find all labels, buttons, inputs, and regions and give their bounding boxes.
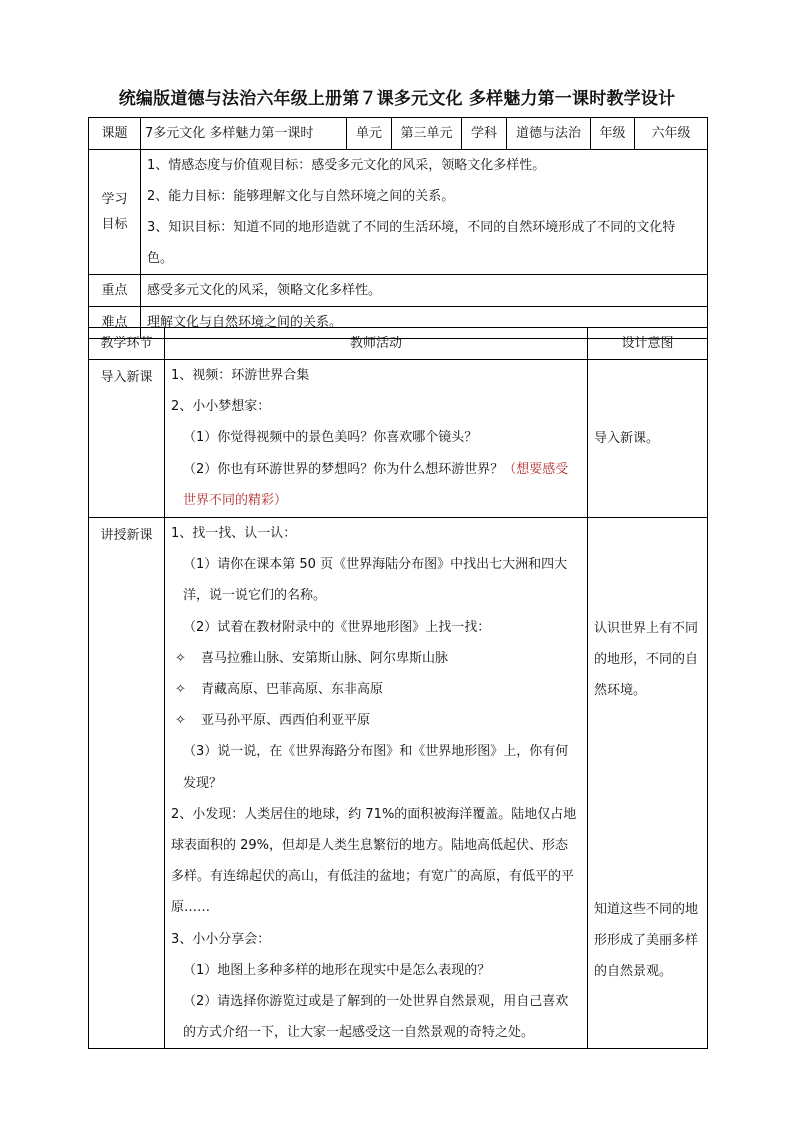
- teach-bullet: ✧ 亚马孙平原、西西伯利亚平原: [171, 705, 581, 736]
- diamond-bullet-icon: ✧: [175, 682, 186, 698]
- goals-label-text: 学习目标: [101, 192, 128, 232]
- difficulty-label: 难点: [89, 307, 141, 339]
- grade-label: 年级: [591, 118, 635, 150]
- intro-intent: 导入新课。: [588, 360, 708, 518]
- document-title: 统编版道德与法治六年级上册第７课多元文化 多样魅力第一课时教学设计: [118, 89, 676, 109]
- intro-line: （1）你觉得视频中的景色美吗？你喜欢哪个镜头？: [183, 430, 478, 446]
- teach-line: （3）说一说，在《世界海路分布图》和《世界地形图》上，你有何发现？: [183, 744, 569, 791]
- unit-label: 单元: [347, 118, 392, 150]
- teach-stage: 讲授新课: [89, 518, 165, 1049]
- process-table: [88, 327, 708, 1049]
- intro-line: 1、视频：环游世界合集: [171, 368, 310, 383]
- info-table: [88, 117, 708, 339]
- teach-intent: [588, 518, 708, 1049]
- course-label: 课题: [89, 118, 141, 150]
- teach-line: 3、小小分享会：: [171, 931, 271, 947]
- grade-value: 六年级: [635, 118, 708, 150]
- process-header-intent: 设计意图: [588, 328, 708, 360]
- intro-stage: 导入新课: [89, 360, 165, 518]
- teach-bullet: ✧ 喜马拉雅山脉、安第斯山脉、阿尔卑斯山脉: [171, 643, 581, 674]
- goal-item: 1、情感态度与价值观目标：感受多元文化的风采，领略文化多样性。: [147, 158, 546, 173]
- goal-item: 2、能力目标：能够理解文化与自然环境之间的关系。: [147, 189, 455, 204]
- intro-line: [171, 454, 581, 516]
- key-point-label: 重点: [89, 275, 141, 307]
- goals-content: [141, 150, 708, 275]
- diamond-bullet-icon: ✧: [175, 713, 186, 729]
- subject-value: 道德与法治: [507, 118, 591, 150]
- intro-question: （2）你也有环游世界的梦想吗？你为什么想环游世界？: [183, 461, 504, 477]
- goal-item: 3、知识目标：知道不同的地形造就了不同的生活环境，不同的自然环境形成了不同的文化特色。: [147, 220, 676, 266]
- teach-bullet: ✧ 青藏高原、巴菲高原、东非高原: [171, 674, 581, 705]
- teach-line: 1、找一找、认一认：: [171, 526, 297, 541]
- subject-label: 学科: [462, 118, 507, 150]
- intro-line: 2、小小梦想家：: [171, 399, 271, 415]
- difficulty-value: 理解文化与自然环境之间的关系。: [141, 307, 708, 339]
- process-header-stage: 教学环节: [89, 328, 165, 360]
- intro-answer: （想要感受世界不同的精彩）: [183, 461, 569, 508]
- unit-value: 第三单元: [392, 118, 462, 150]
- teach-line: 2、小发现：人类居住的地球，约 71%的面积被海洋覆盖。陆地仅占地球表面积的 29%，但却是人类生息繁衍的地方。陆地高低起伏、形态多样。有连绵起伏的高山，有低洼的盆地；有宽广的高原，有低平的平原……: [171, 806, 577, 916]
- teach-intent-2: 知道这些不同的地形形成了美丽多样的自然景观。: [594, 902, 699, 979]
- teach-line: （2）请选择你游览过或是了解到的一处世界自然景观，用自己喜欢的方式介绍一下，让大家一起感受这一自然景观的奇特之处。: [183, 994, 569, 1041]
- course-value: 7多元文化 多样魅力第一课时: [141, 118, 347, 150]
- teach-line: （1）地图上多种多样的地形在现实中是怎么表现的？: [183, 962, 491, 978]
- goals-label: [89, 150, 141, 275]
- key-point-value: 感受多元文化的风采，领略文化多样性。: [141, 275, 708, 307]
- teach-line: （2）试着在教材附录中的《世界地形图》上找一找：: [183, 619, 491, 635]
- intro-activity: [165, 360, 588, 518]
- teach-line: （1）请你在课本第 50 页《世界海陆分布图》中找出七大洲和四大洋，说一说它们的名称。: [183, 557, 568, 604]
- diamond-bullet-icon: ✧: [175, 650, 186, 666]
- process-header-activity: 教师活动: [165, 328, 588, 360]
- teach-activity: [165, 518, 588, 1049]
- teach-intent-1: 认识世界上有不同的地形，不同的自然环境。: [594, 621, 699, 698]
